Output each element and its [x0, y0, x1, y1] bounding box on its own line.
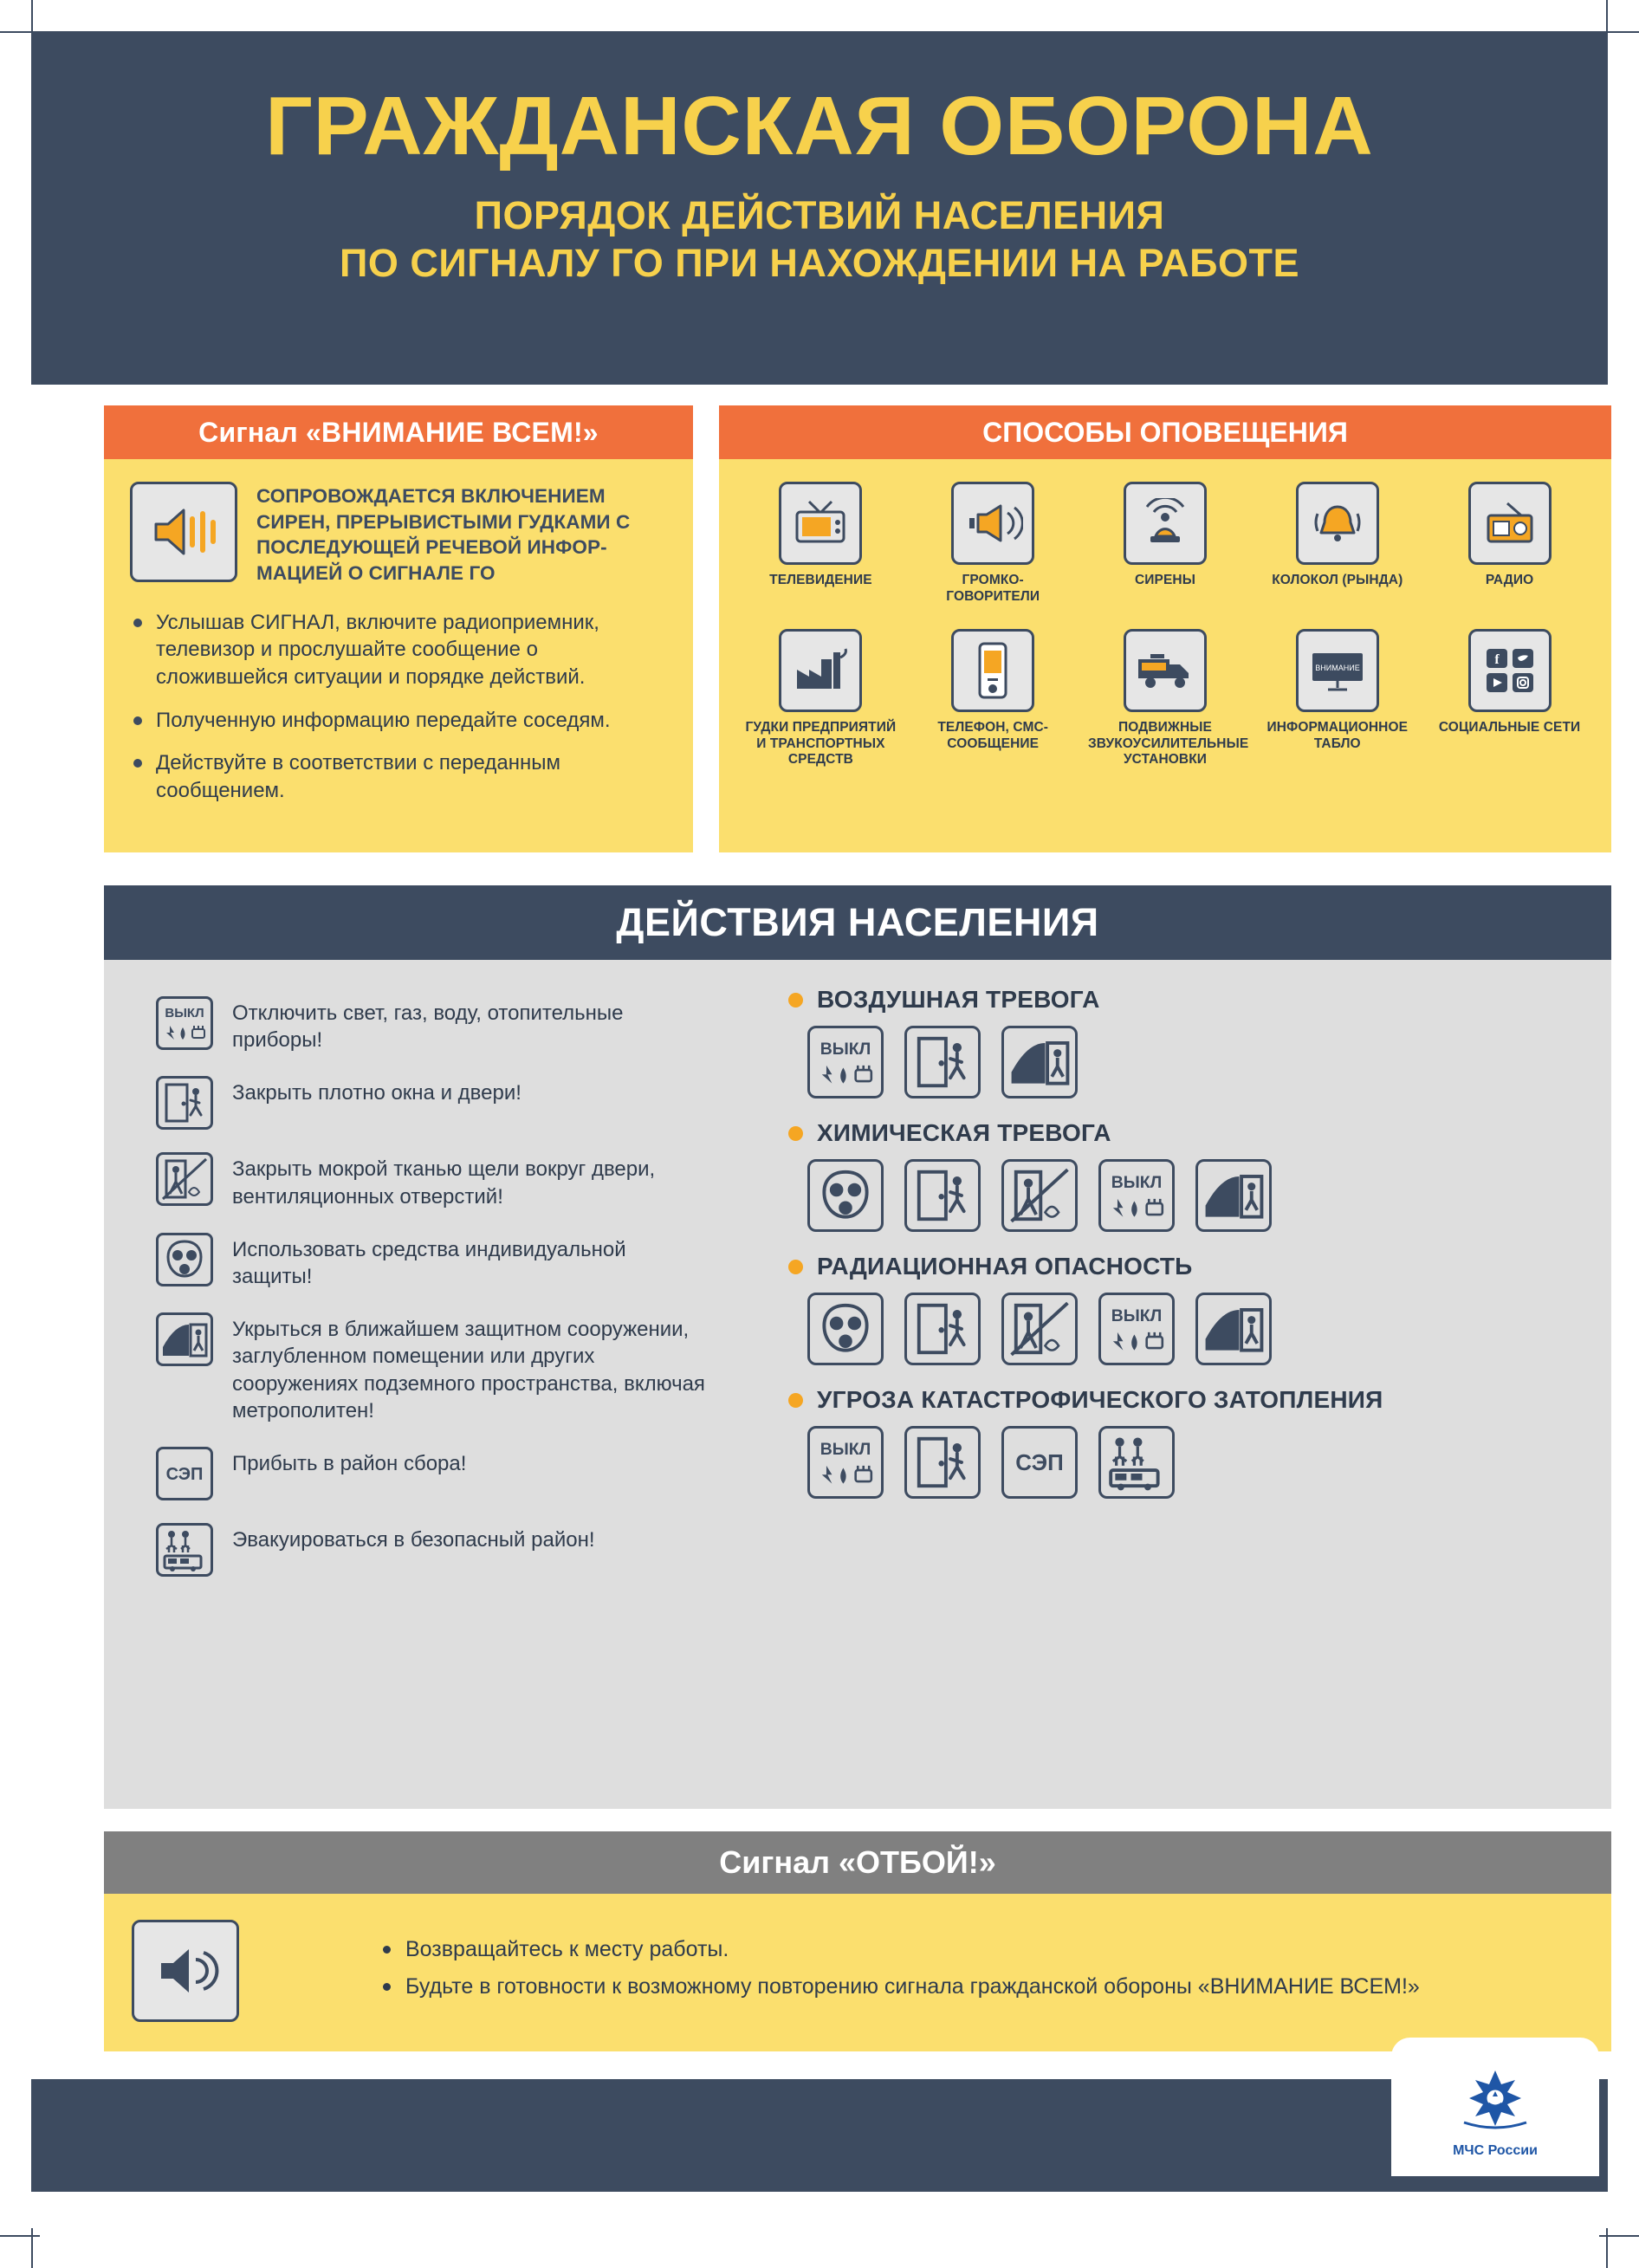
svg-text:СЭП: СЭП — [165, 1464, 204, 1484]
signal-attention-body — [104, 459, 693, 852]
emblem-caption: МЧС России — [1453, 2143, 1538, 2158]
method-item — [1088, 482, 1242, 589]
action-group-label: РАДИАЦИОННАЯ ОПАСНОСТЬ — [817, 1253, 1193, 1280]
bullet-dot-icon — [788, 993, 803, 1008]
signal-otboy-body — [104, 1894, 1611, 2051]
actions-body — [104, 960, 1611, 1809]
list-item-text: Эвакуироваться в безопасный район! — [232, 1527, 595, 1552]
method-label: ТЕЛЕВИДЕНИЕ — [769, 573, 872, 587]
signal-otboy-title: Сигнал «ОТБОЙ!» — [719, 1844, 996, 1880]
bullet-dot-icon — [788, 1393, 803, 1408]
evacuation-bus-icon — [1098, 1426, 1175, 1499]
loudspeaker-icon — [951, 482, 1034, 565]
list-item — [156, 1233, 710, 1290]
tv-icon — [779, 482, 862, 565]
list-item-text: Закрыть плотно окна и двери! — [232, 1081, 522, 1105]
shelter-icon — [1195, 1159, 1272, 1232]
page-subtitle-line1: ПОРЯДОК ДЕЙСТВИЙ НАСЕЛЕНИЯ — [474, 193, 1165, 237]
list-item — [156, 1152, 710, 1209]
svg-text:ВЫКЛ: ВЫКЛ — [820, 1439, 871, 1459]
footer-bar — [31, 2079, 1608, 2192]
list-item — [156, 1523, 710, 1577]
social-networks-icon — [1468, 629, 1552, 712]
list-item-text: Использовать средства индивидуальной защиты! — [232, 1237, 626, 1288]
svg-text:ВЫКЛ: ВЫКЛ — [165, 1006, 204, 1021]
signal-otboy-bullets — [381, 1935, 1420, 2010]
actions-title: ДЕЙСТВИЯ НАСЕЛЕНИЯ — [616, 900, 1099, 944]
method-label: ИНФОРМАЦИОННОЕ ТАБЛО — [1266, 720, 1409, 751]
gas-mask-icon — [807, 1293, 884, 1365]
list-item: Будьте в готовности к возможному повторению сигнала гражданской обороны «ВНИМАНИЕ ВСЕМ!» — [381, 1973, 1420, 2001]
power-off-icon — [807, 1026, 884, 1098]
siren-icon — [1124, 482, 1207, 565]
notification-methods-block — [719, 405, 1611, 852]
page-title: ГРАЖДАНСКАЯ ОБОРОНА — [265, 80, 1374, 172]
methods-row-1 — [735, 482, 1596, 605]
loudspeaker-icon — [130, 482, 237, 582]
action-group-label: ВОЗДУШНАЯ ТРЕВОГА — [817, 986, 1100, 1013]
signal-otboy-bar — [104, 1831, 1611, 1894]
crop-mark — [0, 2235, 40, 2237]
method-label: РАДИО — [1485, 573, 1534, 587]
power-off-icon — [807, 1426, 884, 1499]
close-windows-doors-icon — [904, 1026, 981, 1098]
list-item-text: Отключить свет, газ, воду, отопительные приборы! — [232, 1001, 624, 1053]
poster-header — [31, 31, 1608, 385]
svg-text:ВНИМАНИЕ: ВНИМАНИЕ — [1315, 664, 1360, 673]
method-item — [1433, 482, 1587, 589]
gas-mask-icon — [807, 1159, 884, 1232]
crop-mark — [1599, 2235, 1639, 2237]
notification-methods-bar — [719, 405, 1611, 459]
svg-text:ВЫКЛ: ВЫКЛ — [1111, 1172, 1163, 1192]
bullet-dot-icon — [788, 1126, 803, 1141]
signal-attention-bar — [104, 405, 693, 459]
method-item — [743, 629, 897, 768]
page-subtitle-line2: ПО СИГНАЛУ ГО ПРИ НАХОЖДЕНИИ НА РАБОТЕ — [339, 240, 1300, 285]
methods-row-2 — [735, 629, 1596, 768]
radio-icon — [1468, 482, 1552, 565]
action-group-chemical-alarm — [788, 1119, 1568, 1232]
crop-mark — [31, 2228, 33, 2268]
method-item — [916, 482, 1070, 605]
svg-text:f: f — [1493, 652, 1500, 668]
method-item — [1260, 629, 1415, 752]
seal-gaps-icon — [1001, 1159, 1078, 1232]
list-item — [156, 996, 710, 1053]
signal-attention-description: СОПРОВОЖДАЕТСЯ ВКЛЮЧЕНИЕМ СИРЕН, ПРЕРЫВИСТЫМИ ГУДКАМИ С ПОСЛЕДУЮЩЕЙ РЕЧЕВОЙ ИНФОР-МАЦИЕЙ О СИГНАЛЕ ГО — [256, 485, 631, 585]
method-label: СОЦИАЛЬНЫЕ СЕТИ — [1438, 720, 1581, 735]
list-item — [156, 1447, 710, 1500]
method-item — [1433, 629, 1587, 736]
notification-methods-title: СПОСОБЫ ОПОВЕЩЕНИЯ — [982, 416, 1348, 448]
close-windows-doors-icon — [904, 1159, 981, 1232]
crop-mark — [1606, 2228, 1608, 2268]
action-group-flooding-threat — [788, 1386, 1568, 1499]
power-off-icon — [1098, 1159, 1175, 1232]
list-item: Действуйте в соответствии с переданным сообщением. — [130, 749, 667, 804]
signal-attention-title: Сигнал «ВНИМАНИЕ ВСЕМ!» — [198, 416, 599, 448]
gas-mask-icon — [156, 1233, 213, 1286]
close-windows-doors-icon — [904, 1426, 981, 1499]
list-item: Возвращайтесь к месту работы. — [381, 1935, 1420, 1964]
signal-attention-bullets — [130, 609, 667, 805]
shelter-icon — [156, 1312, 213, 1366]
close-windows-doors-icon — [904, 1293, 981, 1365]
list-item: Услышав СИГНАЛ, включите радиоприемник, телевизор и прослушайте сообщение о сложившейся ситуации и порядке действий. — [130, 609, 667, 691]
mobile-phone-icon — [951, 629, 1034, 712]
emercom-star-icon — [1447, 2065, 1544, 2140]
method-item — [916, 629, 1070, 752]
list-item-text: Укрыться в ближайшем защитном сооружении, заглубленном помещении или других сооружениях подземного пространства, включая метрополитен! — [232, 1318, 705, 1422]
svg-text:ВЫКЛ: ВЫКЛ — [1111, 1306, 1163, 1325]
actions-title-bar — [104, 885, 1611, 960]
seal-gaps-icon — [1001, 1293, 1078, 1365]
page-subtitle — [31, 192, 1608, 288]
list-item-text: Закрыть мокрой тканью щели вокруг двери, вентиляционных отверстий! — [232, 1157, 656, 1209]
svg-text:СЭП: СЭП — [1015, 1451, 1064, 1476]
method-label: КОЛОКОЛ (РЫНДА) — [1272, 573, 1403, 587]
speaker-icon — [132, 1920, 239, 2022]
method-label: ТЕЛЕФОН, СМС-СООБЩЕНИЕ — [937, 720, 1049, 751]
action-group-label: ХИМИЧЕСКАЯ ТРЕВОГА — [817, 1119, 1111, 1146]
shelter-icon — [1195, 1293, 1272, 1365]
method-item — [743, 482, 897, 589]
assembly-point-icon — [156, 1447, 213, 1500]
action-group-label: УГРОЗА КАТАСТРОФИЧЕСКОГО ЗАТОПЛЕНИЯ — [817, 1386, 1383, 1413]
action-group-radiation-danger — [788, 1253, 1568, 1365]
method-label: ПОДВИЖНЫЕ ЗВУКОУСИЛИТЕЛЬНЫЕ УСТАНОВКИ — [1087, 720, 1249, 768]
emercom-emblem — [1409, 2055, 1582, 2169]
assembly-point-icon — [1001, 1426, 1078, 1499]
actions-left-list — [156, 996, 710, 1599]
list-item-text: Прибыть в район сбора! — [232, 1451, 467, 1475]
action-group-air-alarm — [788, 986, 1568, 1098]
shelter-icon — [1001, 1026, 1078, 1098]
bell-icon — [1296, 482, 1379, 565]
method-label: СИРЕНЫ — [1134, 573, 1195, 587]
list-item: Полученную информацию передайте соседям. — [130, 707, 667, 735]
seal-gaps-icon — [156, 1152, 213, 1206]
actions-groups — [788, 986, 1568, 1520]
close-windows-doors-icon — [156, 1076, 213, 1130]
info-board-icon — [1296, 629, 1379, 712]
method-label: ГУДКИ ПРЕДПРИЯТИЙ И ТРАНСПОРТНЫХ СРЕДСТВ — [745, 720, 897, 768]
power-off-icon — [156, 996, 213, 1050]
signal-attention-block — [104, 405, 693, 852]
method-item — [1087, 629, 1249, 768]
power-off-icon — [1098, 1293, 1175, 1365]
evacuation-bus-icon — [156, 1523, 213, 1577]
bullet-dot-icon — [788, 1260, 803, 1274]
notification-methods-body — [719, 459, 1611, 852]
sound-truck-icon — [1124, 629, 1207, 712]
method-item — [1260, 482, 1415, 589]
factory-icon — [779, 629, 862, 712]
svg-text:ВЫКЛ: ВЫКЛ — [820, 1039, 871, 1059]
list-item — [156, 1076, 710, 1130]
list-item — [156, 1312, 710, 1424]
method-label: ГРОМКО-ГОВОРИТЕЛИ — [946, 573, 1040, 604]
